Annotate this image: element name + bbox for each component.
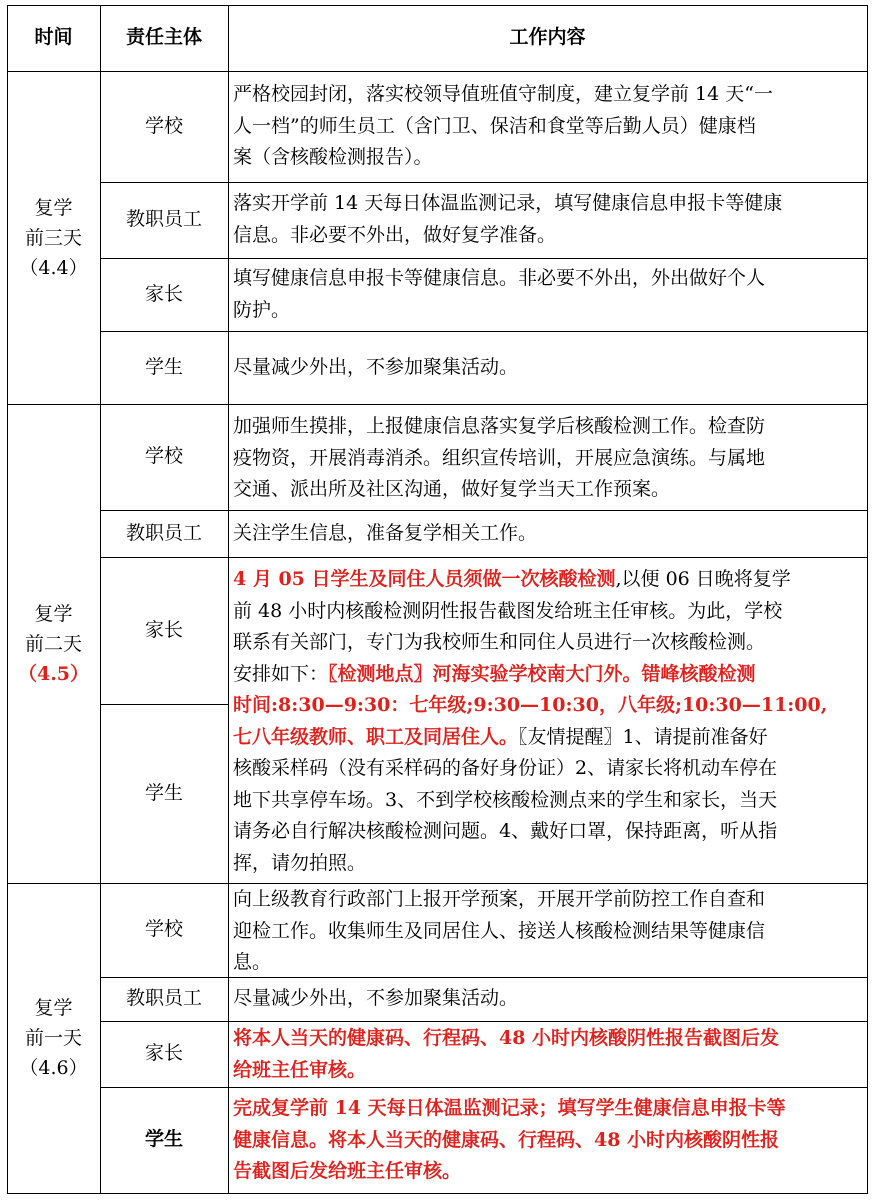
subject-cell: 学生 [144,355,183,378]
time-line: （4.5） [17,662,90,685]
text-line: 交通、派出所及社区沟通，做好复学当天工作预案。 [233,478,671,500]
text-run: 前 48 小时内核酸检测阴性报告截图发给班主任审核。为此，学校 [233,599,783,622]
text-line: 告截图后发给班主任审核。 [233,1160,462,1182]
text-run: 安排如下： [233,662,329,685]
time-line: 复学 [34,602,73,625]
schedule-table [7,5,868,1194]
text-line [233,722,861,754]
emphasis-text: 七八年级教师、职工及同居住人。 [233,725,519,748]
text-run: ,以便 06 日晚将复学 [615,568,791,590]
text-line: 防护。 [233,298,291,321]
text-line: 将本人当天的健康码、行程码、48 小时内核酸阴性报告截图后发 [233,1027,780,1049]
time-cell [7,71,100,404]
text-line: 迎检工作。收集师生及同居住人、接送人核酸检测结果等健康信 [233,919,766,942]
text-line: 落实开学前 14 天每日体温监测记录，填写健康信息申报卡等健康 [233,192,783,214]
time-line: 前二天 [24,632,82,655]
text-line: 给班主任审核。 [233,1058,367,1081]
content-cell [228,1087,867,1193]
text-line: 息。 [233,951,272,973]
time-line: 前三天 [24,226,82,249]
time-line: 复学 [34,196,73,219]
text-line: 人一档”的师生员工（含门卫、保洁和食堂等后勤人员）健康档 [233,114,756,137]
subject-cell: 教职员工 [125,208,202,231]
text-run: 核酸采样码（没有采样码的备好身份证）2、请家长将机动车停在 [233,757,778,779]
subject-cell: 家长 [144,1042,183,1065]
subject-cell: 学校 [144,918,183,941]
content-cell [228,258,867,331]
content-cell [228,331,867,404]
text-line: 向上级教育行政部门上报开学预案，开展开学前防控工作自查和 [233,888,766,910]
content-cell [228,71,867,182]
time-line: 前一天 [24,1027,82,1049]
text-line: 健康信息。将本人当天的健康码、行程码、48 小时内核酸阴性报 [233,1128,780,1151]
content-cell [228,883,867,977]
text-run: 挥，请勿拍照。 [233,851,367,874]
text-line: 加强师生摸排，上报健康信息落实复学后核酸检测工作。检查防 [233,415,766,437]
text-line: 完成复学前 14 天每日体温监测记录；填写学生健康信息申报卡等 [233,1097,786,1119]
rule-right [867,5,868,1194]
text-line: 填写健康信息申报卡等健康信息。非必要不外出，外出做好个人 [233,267,766,289]
time-line: 复学 [34,997,73,1019]
text-run: 地下共享停车场。3、不到学校核酸检测点来的学生和家长，当天 [233,788,778,811]
time-line: （4.6） [19,1057,88,1079]
text-line [233,596,861,628]
subject-cell: 学生 [144,1128,183,1151]
text-line: 案（含核酸检测报告）。 [233,146,433,168]
text-line [233,785,861,817]
text-run: 请务必自行解决核酸检测问题。4、戴好口罩，保持距离，听从指 [233,820,778,842]
subject-cell: 家长 [144,282,183,305]
text-line [233,690,861,722]
subject-cell: 学校 [144,445,183,468]
subject-cell: 教职员工 [125,521,202,544]
content-cell [228,1021,867,1087]
time-line: （4.4） [19,256,88,279]
subject-cell: 学生 [144,781,183,804]
content-cell [228,182,867,258]
rule-bottom [7,1193,868,1194]
content-cell [228,977,867,1021]
emphasis-text: 4 月 05 日学生及同住人员须做一次核酸检测 [233,568,616,590]
subject-cell: 学校 [144,114,183,137]
text-line [233,659,861,691]
text-line: 严格校园封闭，落实校领导值班值守制度，建立复学前 14 天“一 [233,83,773,105]
text-line: 信息。非必要不外出，做好复学准备。 [233,223,557,246]
text-run: 联系有关部门，专门为我校师生和同住人员进行一次核酸检测。 [233,631,766,653]
text-line [233,848,861,880]
text-line: 疫物资，开展消毒消杀。组织宣传培训，开展应急演练。与属地 [233,446,766,469]
header-time: 时间 [34,26,73,49]
subject-cell: 家长 [144,618,183,641]
header-content: 工作内容 [509,26,586,49]
header-subject: 责任主体 [125,26,202,49]
text-line [233,627,861,659]
time-cell [7,883,100,1193]
text-run: 〖友情提醒〗1、请提前准备好 [518,725,768,748]
text-line [233,753,861,785]
text-line: 尽量减少外出，不参加聚集活动。 [233,355,519,378]
text-line [233,564,861,596]
text-line: 关注学生信息，准备复学相关工作。 [233,521,538,544]
content-cell [228,404,867,510]
content-cell-merged [228,557,867,883]
text-line: 尽量减少外出，不参加聚集活动。 [233,987,519,1010]
text-line [233,816,861,848]
emphasis-text: 〖检测地点〗河海实验学校南大门外。错峰核酸检测 [328,662,756,685]
time-cell [7,404,100,883]
emphasis-text: 时间:8:30—9:30：七年级;9:30—10:30，八年级;10:30—11:00, [233,694,828,716]
subject-cell: 教职员工 [125,987,202,1010]
content-cell [228,510,867,557]
